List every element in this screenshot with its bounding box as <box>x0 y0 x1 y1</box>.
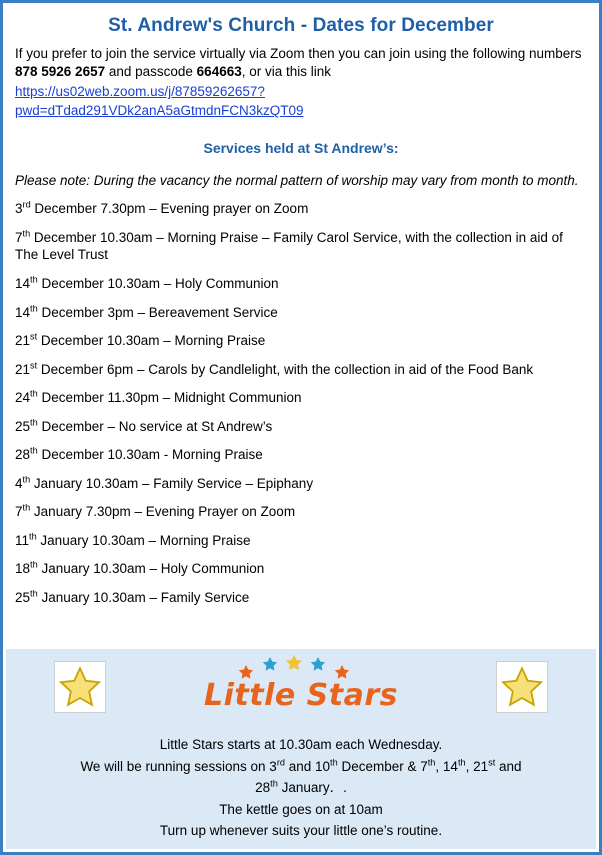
ls-day-1-suffix: rd <box>276 757 285 768</box>
service-day-suffix: rd <box>22 199 31 210</box>
service-day: 14 <box>15 275 31 291</box>
logo-stars-icon <box>226 653 376 681</box>
list-item <box>15 361 587 379</box>
service-day: 21 <box>15 333 31 349</box>
zoom-intro-text-2: and passcode <box>105 64 197 80</box>
service-detail: January 10.30am – Morning Praise <box>36 532 251 548</box>
service-day-suffix: th <box>30 388 38 399</box>
list-item <box>15 332 587 350</box>
ls-day-5-suffix: st <box>488 757 496 768</box>
zoom-intro-text-3: , or via this link <box>241 64 332 80</box>
little-stars-line-4: The kettle goes on at 10am <box>219 801 383 817</box>
list-item <box>15 304 587 322</box>
ls-day-3: 7 <box>420 758 428 774</box>
logo-star-cluster <box>181 653 421 679</box>
service-detail: December 10.30am - Morning Praise <box>37 447 263 463</box>
ls-day-1: 3 <box>269 758 277 774</box>
service-detail: January 10.30am – Family Service <box>37 589 250 605</box>
little-stars-logo <box>181 653 421 711</box>
star-decoration-right <box>496 661 548 713</box>
list-item <box>15 560 587 578</box>
service-detail: December 11.30pm – Midnight Communion <box>37 390 302 406</box>
ls-day-2-suffix: th <box>330 757 338 768</box>
services-list <box>15 200 587 606</box>
service-day-suffix: th <box>30 445 38 456</box>
zoom-link-line-2[interactable]: pwd=dTdad291VDk2anA5aGtmdnFCN3kzQT09 <box>15 103 304 119</box>
ls-day-3-suffix: th <box>427 757 436 768</box>
ls-text-f: , <box>465 758 474 774</box>
service-detail: December 7.30pm – Evening prayer on Zoom <box>30 201 309 217</box>
little-stars-logo-text: Little Stars <box>204 678 398 713</box>
service-day-suffix: th <box>22 228 31 239</box>
list-item <box>15 532 587 550</box>
service-day-suffix: th <box>29 531 37 542</box>
service-detail: January 10.30am – Family Service – Epiphany <box>30 475 314 491</box>
service-detail: December – No service at St Andrew’s <box>37 418 273 434</box>
service-detail: December 6pm – Carols by Candlelight, with the collection in aid of the Food Bank <box>37 361 534 377</box>
service-day-suffix: st <box>30 331 38 342</box>
service-day-suffix: th <box>30 303 38 314</box>
service-detail: January 10.30am – Holy Communion <box>37 561 265 577</box>
list-item <box>15 200 587 218</box>
service-day: 4 <box>15 475 23 491</box>
zoom-number: 878 5926 2657 <box>15 64 106 80</box>
service-detail: December 10.30am – Holy Communion <box>37 275 279 291</box>
ls-text-a: We will be running sessions on <box>80 758 270 774</box>
list-item <box>15 589 587 607</box>
service-detail: January 7.30pm – Evening Prayer on Zoom <box>30 504 296 520</box>
ls-text-c: December & <box>337 758 421 774</box>
ls-day-6-suffix: th <box>270 778 278 789</box>
little-stars-info <box>6 731 596 841</box>
service-day: 18 <box>15 561 31 577</box>
star-decoration-left <box>54 661 106 713</box>
service-day: 14 <box>15 304 31 320</box>
content-area <box>3 45 599 607</box>
list-item <box>15 475 587 493</box>
services-heading: Services held at St Andrew’s: <box>203 140 399 157</box>
little-stars-panel <box>6 649 596 849</box>
service-day: 25 <box>15 589 31 605</box>
service-day: 21 <box>15 361 31 377</box>
ls-day-2: 10 <box>315 758 331 774</box>
service-day: 7 <box>15 504 23 520</box>
service-day-suffix: th <box>30 559 38 570</box>
little-stars-line-1: Little Stars starts at 10.30am each Wednesday. <box>159 737 443 752</box>
service-day-suffix: th <box>30 417 38 428</box>
service-day: 3 <box>15 201 23 217</box>
little-stars-line-5: Turn up whenever suits your little one’s routine. <box>159 823 443 839</box>
list-item <box>15 503 587 521</box>
vacancy-note: Please note: During the vacancy the normal pattern of worship may vary from month to month. <box>15 173 579 189</box>
list-item <box>15 229 587 264</box>
service-day: 25 <box>15 418 31 434</box>
ls-text-b: and <box>284 758 315 774</box>
service-day-suffix: th <box>22 502 31 513</box>
ls-text-h: January．. <box>277 780 347 796</box>
service-day: 7 <box>15 229 23 245</box>
service-day-suffix: st <box>30 360 38 371</box>
star-icon <box>500 665 544 709</box>
list-item <box>15 446 587 464</box>
service-day-suffix: th <box>22 474 31 485</box>
list-item <box>15 389 587 407</box>
service-detail: December 3pm – Bereavement Service <box>37 304 278 320</box>
service-day: 11 <box>15 532 30 548</box>
star-icon <box>58 665 102 709</box>
ls-day-4: 14 <box>442 758 458 774</box>
ls-day-6: 28 <box>255 780 271 796</box>
zoom-passcode: 664663 <box>196 64 242 80</box>
service-detail: December 10.30am – Morning Praise <box>37 333 266 349</box>
little-stars-header <box>6 649 596 731</box>
ls-day-4-suffix: th <box>457 757 466 768</box>
list-item <box>15 275 587 293</box>
service-day: 28 <box>15 447 31 463</box>
zoom-intro-text-1: If you prefer to join the service virtually via Zoom then you can join using the following numbers <box>15 46 582 61</box>
little-stars-line-3 <box>20 778 582 798</box>
ls-text-g: and <box>495 758 522 774</box>
ls-day-5: 21 <box>473 758 489 774</box>
service-day-suffix: th <box>30 588 38 599</box>
little-stars-line-2 <box>20 757 582 777</box>
zoom-link-line-1[interactable]: https://us02web.zoom.us/j/87859262657? <box>15 84 265 100</box>
service-detail: December 10.30am – Morning Praise – Family Carol Service, with the collection in aid of The Level Trust <box>15 229 563 263</box>
page-title: St. Andrew's Church - Dates for December <box>108 15 494 36</box>
service-day-suffix: th <box>30 274 38 285</box>
zoom-intro-paragraph <box>15 45 587 81</box>
ls-text-e: , <box>435 758 443 774</box>
service-day: 24 <box>15 390 31 406</box>
list-item <box>15 418 587 436</box>
